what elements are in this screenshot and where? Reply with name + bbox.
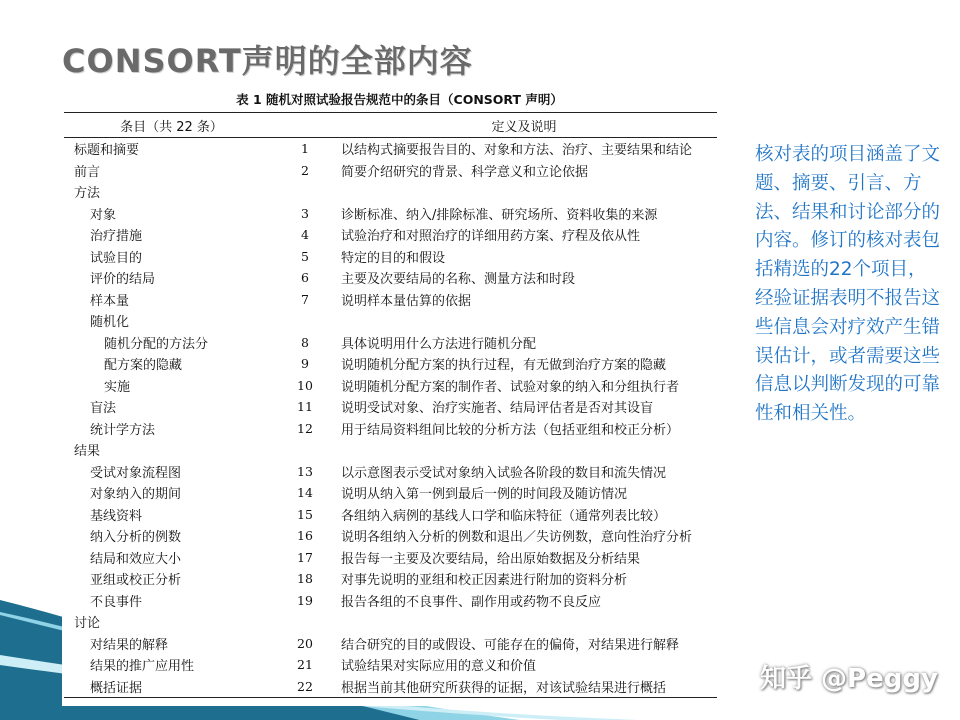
row-item: 对结果的解释 xyxy=(90,637,169,653)
table-row xyxy=(64,160,717,182)
table-row xyxy=(64,590,717,612)
row-number: 8 xyxy=(301,334,309,350)
row-item: 结局和效应大小 xyxy=(90,551,182,567)
row-item: 盲法 xyxy=(90,401,117,417)
row-description: 特定的目的和假设 xyxy=(341,250,446,266)
consort-table-panel xyxy=(62,88,717,706)
table-row xyxy=(64,332,717,354)
row-number: 6 xyxy=(301,270,309,286)
row-description: 诊断标准、纳入/排除标准、研究场所、资料收集的来源 xyxy=(341,207,658,223)
table-row xyxy=(64,138,717,160)
row-item: 方法 xyxy=(74,186,101,202)
row-description: 对事先说明的亚组和校正因素进行附加的资料分析 xyxy=(341,573,628,589)
row-description: 结合研究的目的或假设、可能存在的偏倚，对结果进行解释 xyxy=(341,637,680,653)
row-number: 9 xyxy=(301,356,309,372)
row-number: 10 xyxy=(297,377,313,393)
table-row xyxy=(64,676,717,698)
row-number: 7 xyxy=(301,291,309,307)
watermark: 知乎 @Peggy xyxy=(760,664,938,694)
row-description: 报告每一主要及次要结局，给出原始数据及分析结果 xyxy=(341,551,641,567)
row-description: 以结构式摘要报告目的、对象和方法、治疗、主要结果和结论 xyxy=(341,143,693,159)
row-description: 说明随机分配方案的制作者、试验对象的纳入和分组执行者 xyxy=(341,379,680,395)
row-number: 18 xyxy=(297,571,313,587)
row-number: 17 xyxy=(297,549,313,565)
table-row xyxy=(64,289,717,311)
row-description: 各组纳入病例的基线人口学和临床特征（通常列表比较） xyxy=(341,508,667,524)
row-description: 具体说明用什么方法进行随机分配 xyxy=(341,336,537,352)
row-number: 3 xyxy=(301,205,309,221)
row-number xyxy=(279,310,331,332)
table-row xyxy=(64,461,717,483)
row-number xyxy=(279,439,331,461)
row-number: 1 xyxy=(301,141,309,157)
table-row xyxy=(64,525,717,547)
table-row xyxy=(64,418,717,440)
header-item: 条目（共 22 条） xyxy=(64,113,279,138)
row-description xyxy=(331,439,717,461)
row-item: 受试对象流程图 xyxy=(90,465,182,481)
row-number: 16 xyxy=(297,528,313,544)
table-row xyxy=(64,203,717,225)
header-num xyxy=(279,113,331,138)
table-row xyxy=(64,310,717,332)
row-number: 21 xyxy=(297,657,313,673)
row-description: 说明样本量估算的依据 xyxy=(341,293,472,309)
row-item: 基线资料 xyxy=(90,508,143,524)
table-row xyxy=(64,396,717,418)
row-item: 标题和摘要 xyxy=(74,143,140,159)
row-item: 讨论 xyxy=(74,616,101,632)
row-number: 19 xyxy=(297,592,313,608)
table-row xyxy=(64,482,717,504)
row-description: 以示意图表示受试对象纳入试验各阶段的数目和流失情况 xyxy=(341,465,667,481)
row-description: 根据当前其他研究所获得的证据，对该试验结果进行概括 xyxy=(331,676,717,698)
row-item: 评价的结局 xyxy=(90,272,156,288)
row-item: 试验目的 xyxy=(90,250,143,266)
row-number: 20 xyxy=(297,635,313,651)
row-description: 报告各组的不良事件、副作用或药物不良反应 xyxy=(341,594,602,610)
row-item: 治疗措施 xyxy=(90,229,143,245)
row-description: 说明各组纳入分析的例数和退出／失访例数，意向性治疗分析 xyxy=(341,530,693,546)
row-item: 对象纳入的期间 xyxy=(90,487,182,503)
row-item: 统计学方法 xyxy=(90,422,156,438)
table-row xyxy=(64,654,717,676)
row-description: 说明从纳入第一例到最后一例的时间段及随访情况 xyxy=(341,487,628,503)
table-row xyxy=(64,224,717,246)
row-item: 结果 xyxy=(74,444,101,460)
table-row xyxy=(64,633,717,655)
row-number: 13 xyxy=(297,463,313,479)
table-body xyxy=(64,138,717,698)
table-header-row xyxy=(64,113,717,138)
table-caption: 表 1 随机对照试验报告规范中的条目（CONSORT 声明） xyxy=(236,92,563,107)
row-item: 不良事件 xyxy=(90,594,143,610)
row-item: 概括证据 xyxy=(64,676,279,698)
row-description: 说明随机分配方案的执行过程，有无做到治疗方案的隐藏 xyxy=(341,358,667,374)
side-note: 核对表的项目涵盖了文题、摘要、引言、方法、结果和讨论部分的内容。修订的核对表包括精选的22个项目，经验证据表明不报告这些信息会对疗效产生错误估计，或者需要这些信息以判断发现的可靠性和相关性。 xyxy=(755,144,941,425)
table-row xyxy=(64,246,717,268)
row-number: 5 xyxy=(301,248,309,264)
row-number: 11 xyxy=(297,399,313,415)
table-row xyxy=(64,611,717,633)
row-number: 15 xyxy=(297,506,313,522)
row-item: 随机化 xyxy=(90,315,130,331)
row-item: 配方案的隐藏 xyxy=(104,358,183,374)
table-row xyxy=(64,181,717,203)
row-description: 试验治疗和对照治疗的详细用药方案、疗程及依从性 xyxy=(341,229,641,245)
row-description: 用于结局资料组间比较的分析方法（包括亚组和校正分析） xyxy=(341,422,680,438)
row-item: 随机分配的方法分 xyxy=(104,336,209,352)
header-desc: 定义及说明 xyxy=(331,113,717,138)
row-number: 22 xyxy=(279,676,331,698)
row-number xyxy=(279,611,331,633)
table-row xyxy=(64,375,717,397)
row-item: 前言 xyxy=(74,164,101,180)
row-description xyxy=(331,310,717,332)
row-description xyxy=(331,181,717,203)
row-item: 亚组或校正分析 xyxy=(90,573,182,589)
row-description: 主要及次要结局的名称、测量方法和时段 xyxy=(341,272,576,288)
row-number: 12 xyxy=(297,420,313,436)
row-item: 对象 xyxy=(90,207,117,223)
row-number: 2 xyxy=(301,162,309,178)
table-row xyxy=(64,568,717,590)
row-number xyxy=(279,181,331,203)
row-item: 纳入分析的例数 xyxy=(90,530,182,546)
table-row xyxy=(64,547,717,569)
row-number: 14 xyxy=(297,485,313,501)
row-description: 简要介绍研究的背景、科学意义和立论依据 xyxy=(341,164,589,180)
row-number: 4 xyxy=(301,227,309,243)
table-row xyxy=(64,353,717,375)
table-row xyxy=(64,504,717,526)
table-row xyxy=(64,267,717,289)
row-item: 样本量 xyxy=(90,293,130,309)
table-row xyxy=(64,439,717,461)
slide-title: CONSORT声明的全部内容 xyxy=(62,42,473,80)
consort-table xyxy=(64,112,717,698)
row-description: 试验结果对实际应用的意义和价值 xyxy=(341,659,537,675)
row-description xyxy=(331,611,717,633)
row-item: 结果的推广应用性 xyxy=(90,659,195,675)
row-description: 说明受试对象、治疗实施者、结局评估者是否对其设盲 xyxy=(341,401,654,417)
row-item: 实施 xyxy=(104,379,131,395)
